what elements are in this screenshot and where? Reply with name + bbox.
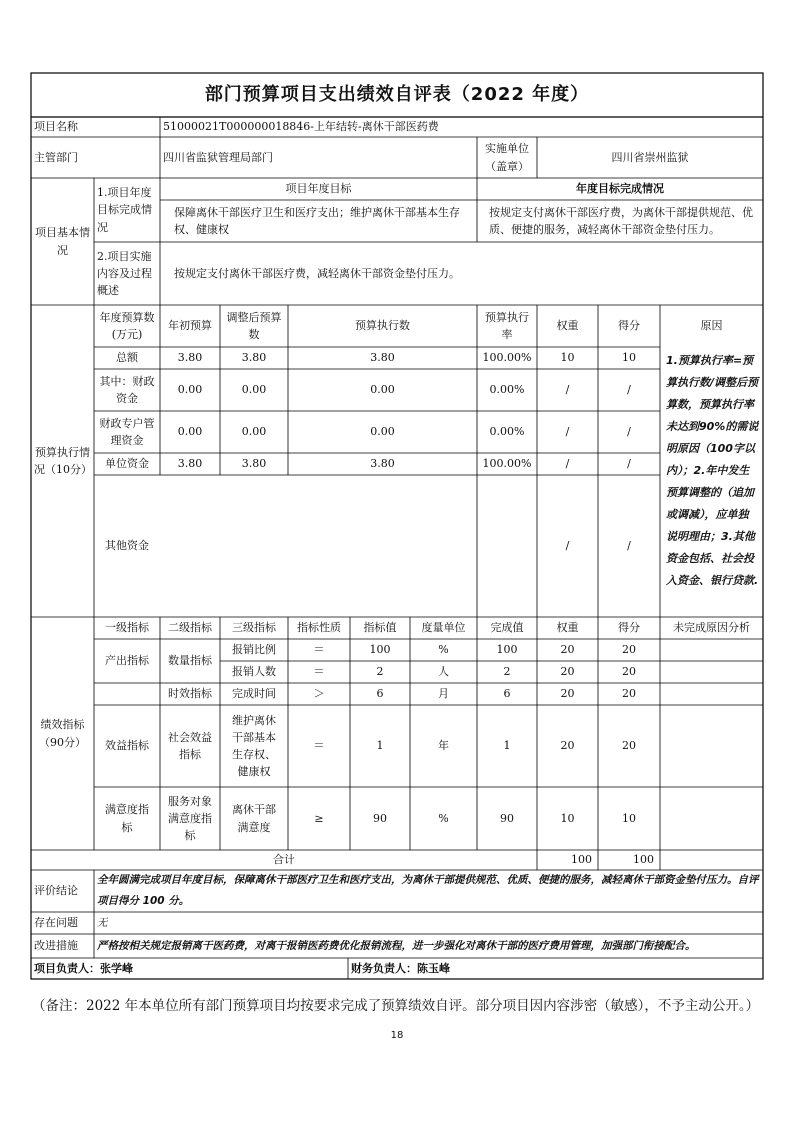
budget-cell-weight: / <box>565 383 570 397</box>
finance-leader: 财务负责人：陈玉峰 <box>351 961 450 975</box>
improve-text: 严格按相关规定报销离干医药费，对离干报销医药费优化报销流程，进一步强化对离休干部的医疗费用管理，加强部门衔接配合。 <box>97 939 696 952</box>
budget-cell-label: 其他资金 <box>105 539 149 553</box>
perf-cell-nature: ＞ <box>313 687 325 701</box>
budget-col-initial: 年初预算 <box>168 319 212 333</box>
budget-cell-label: 财政专户管理资金 <box>99 416 155 447</box>
budget-cell-label: 单位资金 <box>105 457 149 471</box>
perf-col-level3: 三级指标 <box>232 621 276 635</box>
budget-cell-initial: 0.00 <box>177 425 203 439</box>
perf-col-analysis: 未完成原因分析 <box>673 621 750 635</box>
impl-content-text: 按规定支付离休干部医疗费，减轻离休干部资金垫付压力。 <box>174 266 460 280</box>
perf-cell-done: 6 <box>503 687 511 701</box>
budget-cell-initial: 3.80 <box>177 457 203 471</box>
eval-label: 评价结论 <box>34 884 78 898</box>
budget-cell-executed: 3.80 <box>370 457 395 471</box>
budget-cell-rate: 100.00% <box>482 457 532 471</box>
perf-cell-nature: ＝ <box>313 739 325 753</box>
perf-cell-unit: 月 <box>438 687 449 701</box>
perf-cell-value: 2 <box>376 665 384 679</box>
perf-col-value: 指标值 <box>363 621 397 635</box>
perf-cell-weight: 20 <box>560 665 575 679</box>
budget-col-reason: 原因 <box>700 319 723 333</box>
perf-cell-value: 90 <box>373 811 387 825</box>
perf-cell-unit: % <box>438 643 449 657</box>
budget-cell-score: / <box>627 425 631 439</box>
budget-col-executed: 预算执行数 <box>355 319 410 333</box>
perf-col-level1: 一级指标 <box>105 621 149 635</box>
eval-text: 全年圆满完成项目年度目标，保障离休干部医疗卫生和医疗支出，为离休干部提供规范、优质、便捷的服务，减轻离休干部资金垫付压力。自评项目得分 100 分。 <box>97 874 759 907</box>
budget-col-score: 得分 <box>618 319 640 333</box>
budget-cell-score: / <box>627 539 631 553</box>
perf-cell-weight: 10 <box>560 811 575 825</box>
perf-cell-unit: % <box>438 811 449 825</box>
perf-cell-done: 1 <box>503 739 511 753</box>
budget-col-year: 年度预算数(万元) <box>99 310 155 341</box>
perf-cell-level3: 离休干部满意度 <box>232 803 276 834</box>
group-social: 社会效益指标 <box>168 730 212 761</box>
footnote: （备注：2022 年本单位所有部门预算项目均按要求完成了预算绩效自评。部分项目因内容涉密（敏感），不予主动公开。） <box>32 998 760 1014</box>
perf-cell-score: 20 <box>622 643 636 657</box>
budget-section-label: 预算执行情况（10分） <box>34 445 92 476</box>
perf-cell-score: 20 <box>622 687 636 701</box>
group-output: 产出指标 <box>105 654 149 668</box>
project-name-label: 项目名称 <box>34 120 78 134</box>
perf-cell-nature: ＝ <box>313 643 325 657</box>
budget-cell-initial: 3.80 <box>177 351 203 365</box>
perf-cell-weight: 20 <box>560 739 575 753</box>
perf-cell-done: 90 <box>500 811 514 825</box>
perf-col-weight: 权重 <box>556 621 579 635</box>
perf-section-label: 绩效指标（90分） <box>39 718 86 749</box>
dept-label: 主管部门 <box>34 150 78 164</box>
goal-text: 保障离休干部医疗卫生和医疗支出；维护离休干部基本生存权、健康权 <box>174 205 460 236</box>
budget-cell-rate <box>477 475 537 617</box>
perf-cell-level3: 报销比例 <box>232 643 276 657</box>
perf-col-done: 完成值 <box>490 621 524 635</box>
group-benefit: 效益指标 <box>105 739 149 753</box>
group-timeliness: 时效指标 <box>168 687 212 701</box>
issue-text: 无 <box>97 916 108 929</box>
project-leader: 项目负责人：张学峰 <box>34 961 133 975</box>
issue-label: 存在问题 <box>34 916 78 930</box>
budget-cell-weight: 10 <box>560 351 575 365</box>
perf-cell-unit: 人 <box>438 665 449 679</box>
budget-cell-executed: 0.00 <box>370 425 395 439</box>
impl-unit-label: 实施单位（盖章） <box>485 142 529 173</box>
perf-cell-level3: 完成时间 <box>232 687 276 701</box>
page-number: 18 <box>390 1030 404 1041</box>
dept-value: 四川省监狱管理局部门 <box>163 150 273 164</box>
perf-cell-score: 20 <box>622 739 636 753</box>
perf-col-nature: 指标性质 <box>297 621 341 635</box>
perf-cell-value: 6 <box>376 687 384 701</box>
perf-cell-score: 20 <box>622 665 636 679</box>
perf-cell-done: 2 <box>503 665 511 679</box>
budget-reason-text: 1.预算执行率=预算执行数/调整后预算数，预算执行率未达到90%的需说明原因（100字以内）；2.年中发生预算调整的（追加或调减），应单独说明理由；3.其他资金包括、社会投入资金、银行贷款. <box>666 354 759 587</box>
budget-cell-rate: 0.00% <box>489 425 525 439</box>
budget-cell-weight: / <box>565 539 570 553</box>
budget-cell-executed: 3.80 <box>370 351 395 365</box>
total-score: 100 <box>633 853 654 867</box>
perf-cell-value: 100 <box>369 643 391 657</box>
project-name-value: 51000021T000000018846-上年结转-离休干部医药费 <box>163 120 439 134</box>
form-title: 部门预算项目支出绩效自评表（2022 年度） <box>204 84 590 106</box>
perf-cell-weight: 20 <box>560 687 575 701</box>
budget-cell-score: 10 <box>622 351 636 365</box>
perf-cell-weight: 20 <box>560 643 575 657</box>
completion-header: 年度目标完成情况 <box>576 182 664 196</box>
improve-label: 改进措施 <box>34 939 78 953</box>
budget-cell-weight: / <box>565 425 570 439</box>
budget-col-adjusted: 调整后预算数 <box>226 310 282 341</box>
perf-cell-value: 1 <box>376 739 384 753</box>
perf-cell-level3: 报销人数 <box>232 665 276 679</box>
budget-cell-executed: 0.00 <box>370 383 395 397</box>
budget-cell-executed <box>288 475 477 617</box>
budget-cell-score: / <box>627 457 631 471</box>
perf-cell-unit: 年 <box>438 739 449 753</box>
budget-cell-rate: 100.00% <box>482 351 532 365</box>
budget-cell-label: 总额 <box>116 351 138 365</box>
budget-cell-initial <box>160 475 220 617</box>
total-weight: 100 <box>571 853 592 867</box>
perf-cell-score: 10 <box>622 811 636 825</box>
total-label: 合计 <box>273 853 295 867</box>
budget-cell-adjusted: 0.00 <box>241 425 267 439</box>
goal-label: 1.项目年度目标完成情况 <box>97 186 152 234</box>
impl-content-label: 2.项目实施内容及过程概述 <box>97 249 152 298</box>
group-quantity: 数量指标 <box>168 654 212 668</box>
group-satisfaction: 满意度指标 <box>105 803 149 834</box>
perf-col-unit: 度量单位 <box>421 621 466 635</box>
perf-col-score: 得分 <box>618 621 640 635</box>
budget-cell-adjusted: 3.80 <box>241 457 267 471</box>
perf-cell-nature: ≥ <box>314 811 324 825</box>
perf-col-level2: 二级指标 <box>168 621 212 635</box>
budget-cell-score: / <box>627 383 631 397</box>
budget-cell-weight: / <box>565 457 570 471</box>
goal-header: 项目年度目标 <box>285 182 352 196</box>
completion-text: 按规定支付离休干部医疗费，为离休干部提供规范、优质、便捷的服务，减轻离休干部资金垫付压力。 <box>489 205 753 236</box>
budget-cell-adjusted <box>220 475 288 617</box>
perf-cell-done: 100 <box>496 643 518 657</box>
budget-cell-initial: 0.00 <box>177 383 203 397</box>
impl-unit-value: 四川省崇州监狱 <box>611 150 689 164</box>
budget-cell-rate: 0.00% <box>489 383 525 397</box>
perf-cell-nature: ＝ <box>313 665 325 679</box>
budget-col-rate: 预算执行率 <box>485 310 529 341</box>
perf-cell-level3: 维护离休干部基本生存权、健康权 <box>232 713 276 779</box>
group-service-sat: 服务对象满意度指标 <box>168 794 212 843</box>
budget-cell-label: 其中：财政资金 <box>99 374 155 405</box>
budget-cell-adjusted: 3.80 <box>241 351 267 365</box>
budget-col-weight: 权重 <box>556 319 579 333</box>
budget-cell-adjusted: 0.00 <box>241 383 267 397</box>
basic-info-label: 项目基本情况 <box>35 226 90 257</box>
